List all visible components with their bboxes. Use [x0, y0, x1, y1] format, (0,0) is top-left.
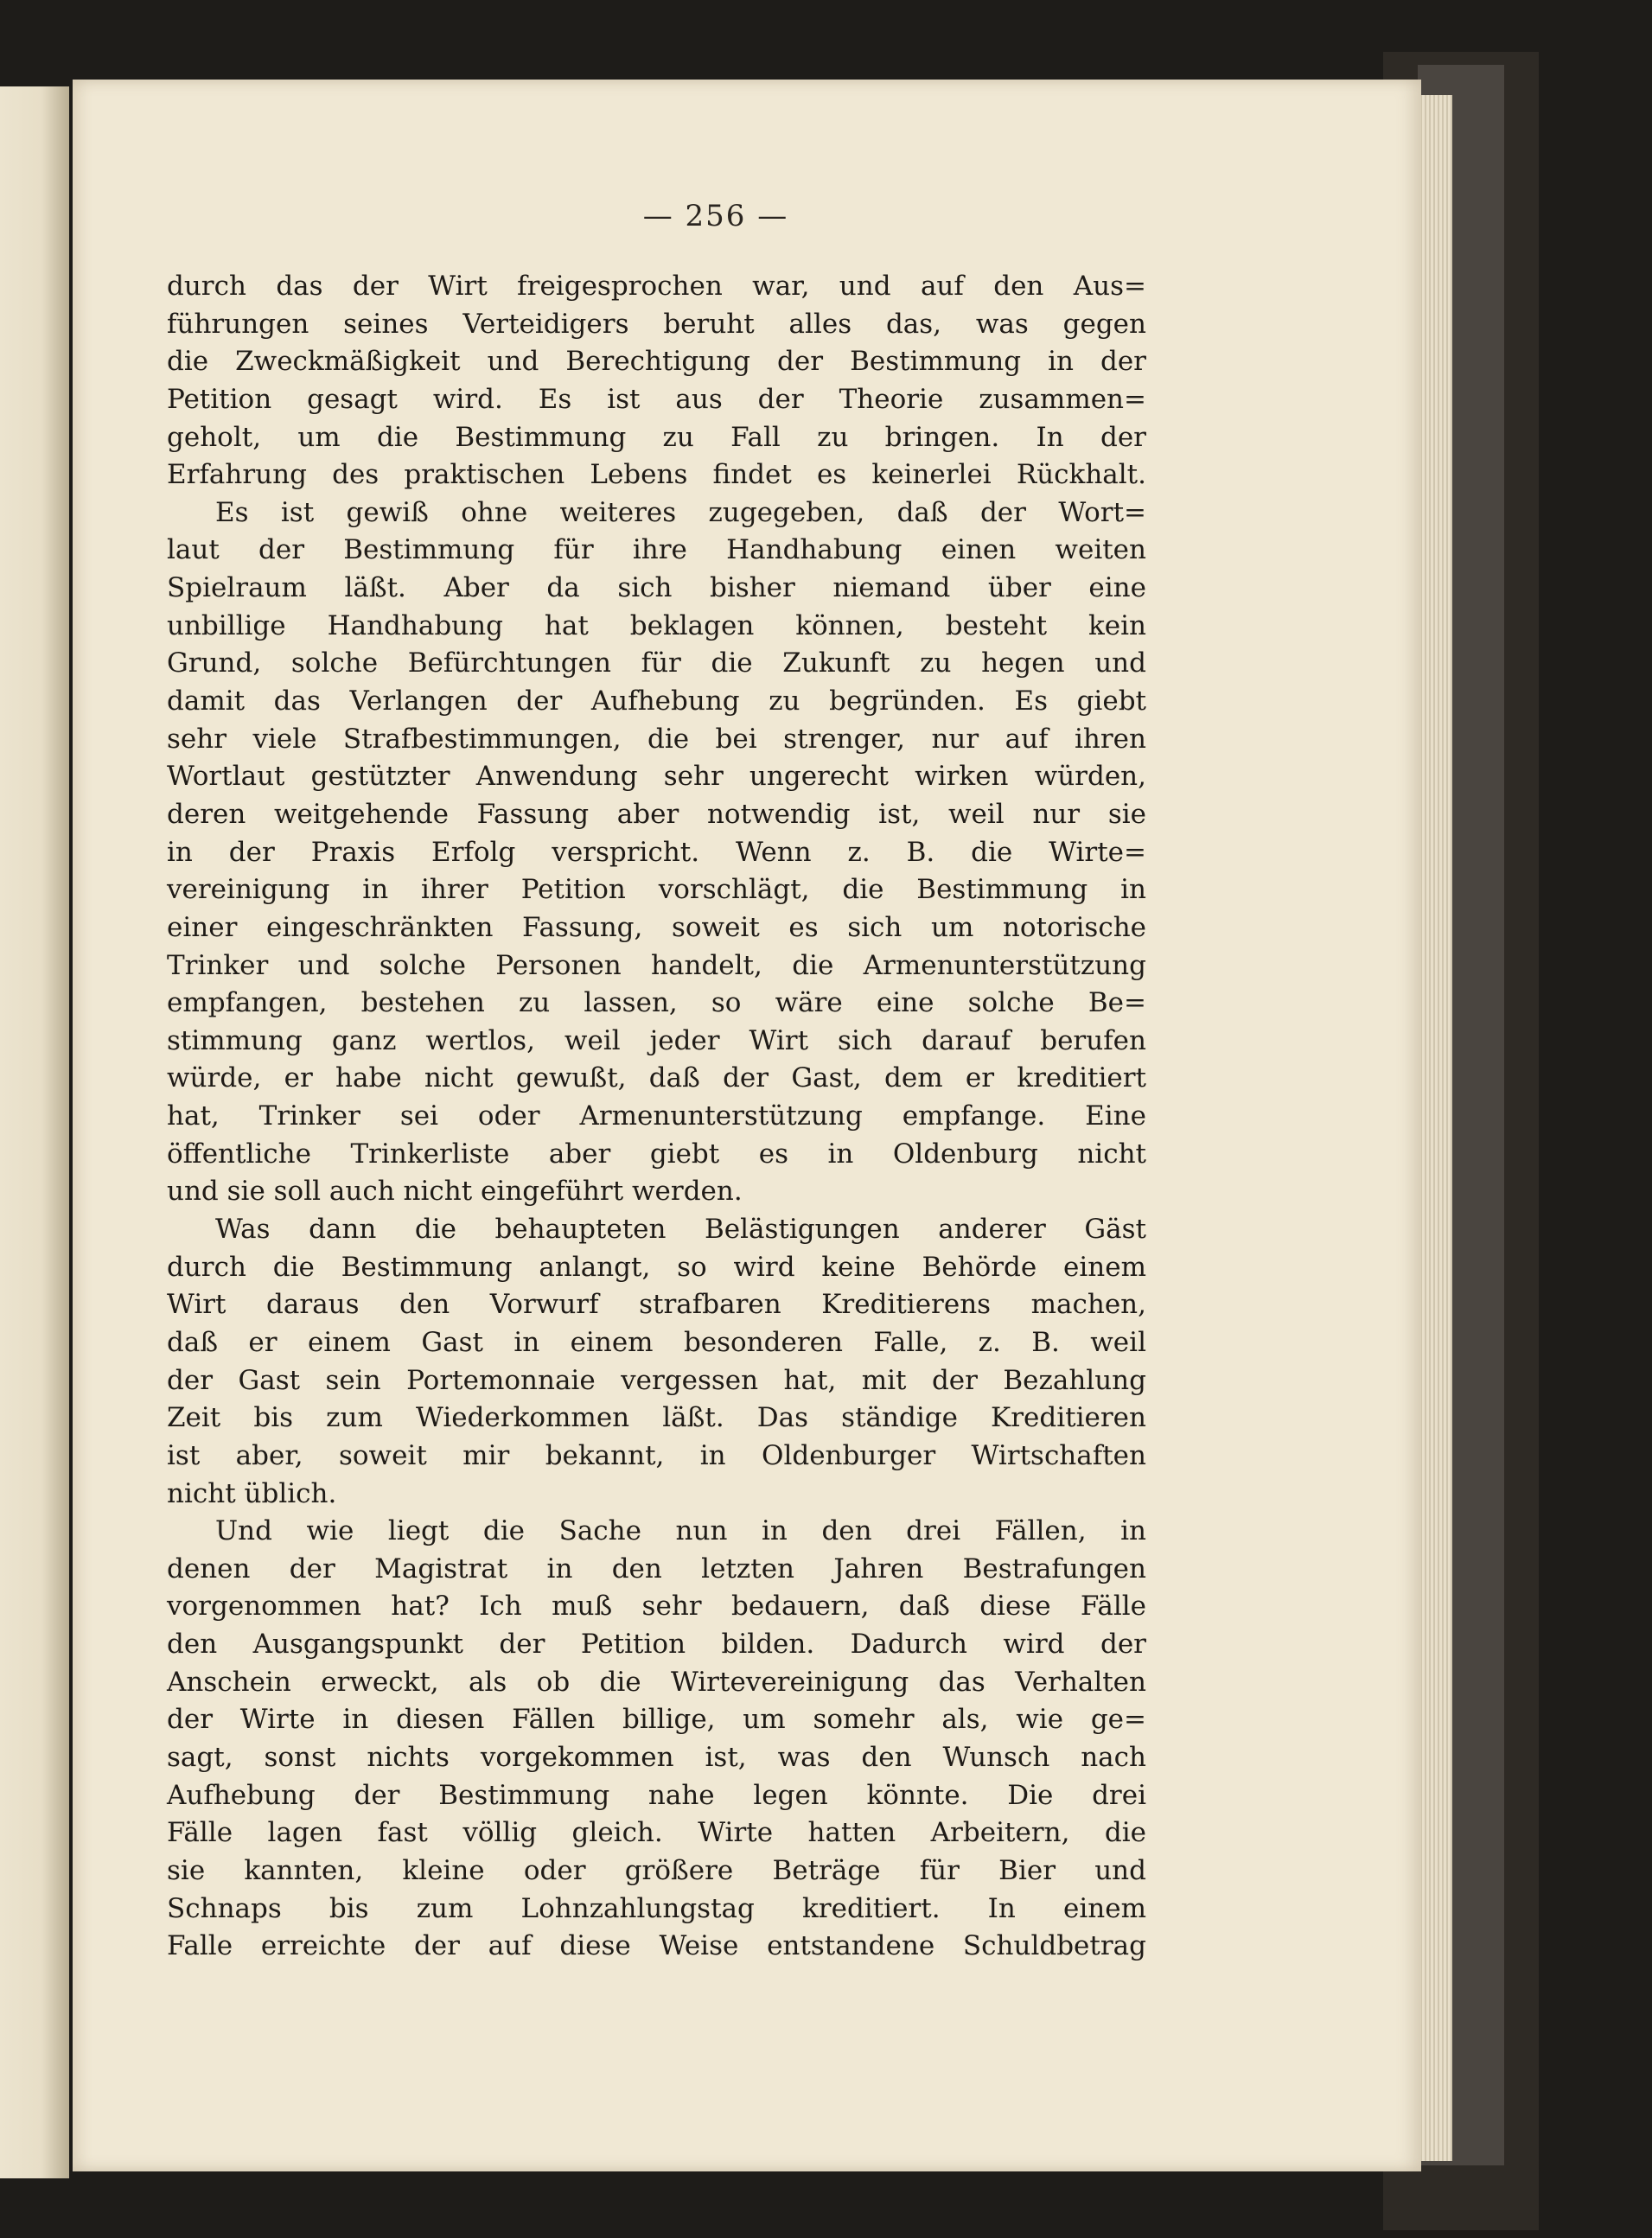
- text-line: sehr viele Strafbestimmungen, die bei strenger, nur auf ihren: [167, 723, 1146, 755]
- text-line: Fälle lagen fast völlig gleich. Wirte hatten Arbeitern, die: [167, 1817, 1146, 1849]
- text-line: vereinigung in ihrer Petition vorschlägt, die Bestimmung in: [167, 874, 1146, 906]
- text-line: Was dann die behaupteten Belästigungen anderer Gäst: [215, 1214, 1146, 1246]
- text-line: einer eingeschränkten Fassung, soweit es sich um notorische: [167, 911, 1146, 943]
- text-line: laut der Bestimmung für ihre Handhabung einen weiten: [167, 534, 1146, 566]
- text-line: die Zweckmäßigkeit und Berechtigung der Bestimmung in der: [167, 346, 1146, 378]
- book-page: [73, 80, 1421, 2171]
- text-line: damit das Verlangen der Aufhebung zu begründen. Es giebt: [167, 685, 1146, 717]
- text-line: Petition gesagt wird. Es ist aus der Theorie zusammen=: [167, 383, 1146, 415]
- text-line: der Wirte in diesen Fällen billige, um somehr als, wie ge=: [167, 1704, 1146, 1736]
- text-line: hat, Trinker sei oder Armenunterstützung empfange. Eine: [167, 1100, 1146, 1132]
- text-line: der Gast sein Portemonnaie vergessen hat, mit der Bezahlung: [167, 1364, 1146, 1396]
- paragraph: [167, 1513, 1146, 1966]
- body-text: [167, 268, 1146, 1966]
- text-line: Wortlaut gestützter Anwendung sehr ungerecht wirken würden,: [167, 761, 1146, 793]
- text-line: ist aber, soweit mir bekannt, in Oldenburger Wirtschaften: [167, 1439, 1146, 1471]
- text-line: Erfahrung des praktischen Lebens findet es keinerlei Rückhalt.: [167, 459, 1146, 491]
- facing-page-edge: [0, 86, 69, 2178]
- text-line: in der Praxis Erfolg verspricht. Wenn z. B. die Wirte=: [167, 836, 1146, 868]
- text-line: stimmung ganz wertlos, weil jeder Wirt sich darauf berufen: [167, 1024, 1146, 1056]
- text-line: den Ausgangspunkt der Petition bilden. Dadurch wird der: [167, 1629, 1146, 1661]
- text-line: öffentliche Trinkerliste aber giebt es in Oldenburg nicht: [167, 1138, 1146, 1170]
- paragraph: [167, 1211, 1146, 1513]
- text-line: geholt, um die Bestimmung zu Fall zu bringen. In der: [167, 421, 1146, 453]
- paragraph: [167, 268, 1146, 494]
- text-line: führungen seines Verteidigers beruht alles das, was gegen: [167, 308, 1146, 340]
- text-line: Wirt daraus den Vorwurf strafbaren Kreditierens machen,: [167, 1289, 1146, 1321]
- text-line: Spielraum läßt. Aber da sich bisher niemand über eine: [167, 572, 1146, 604]
- text-line: durch die Bestimmung anlangt, so wird keine Behörde einem: [167, 1251, 1146, 1283]
- text-line: deren weitgehende Fassung aber notwendig ist, weil nur sie: [167, 798, 1146, 830]
- page-number: — 256 —: [642, 199, 789, 233]
- text-line: Und wie liegt die Sache nun in den drei Fällen, in: [215, 1515, 1146, 1547]
- text-line: sie kannten, kleine oder größere Beträge für Bier und: [167, 1854, 1146, 1886]
- text-line: würde, er habe nicht gewußt, daß der Gast, dem er kreditiert: [167, 1062, 1146, 1094]
- text-line: Schnaps bis zum Lohnzahlungstag kreditiert. In einem: [167, 1892, 1146, 1924]
- text-line: durch das der Wirt freigesprochen war, und auf den Aus=: [167, 271, 1146, 302]
- text-line: Es ist gewiß ohne weiteres zugegeben, daß der Wort=: [215, 496, 1146, 528]
- text-line: denen der Magistrat in den letzten Jahren Bestrafungen: [167, 1553, 1146, 1584]
- text-line: unbillige Handhabung hat beklagen können, besteht kein: [167, 609, 1146, 641]
- text-line: Trinker und solche Personen handelt, die Armenunterstützung: [167, 949, 1146, 981]
- text-line: Falle erreichte der auf diese Weise entstandene Schuldbetrag: [167, 1930, 1146, 1962]
- text-line: nicht üblich.: [167, 1477, 337, 1509]
- text-line: Aufhebung der Bestimmung nahe legen könnte. Die drei: [167, 1779, 1146, 1811]
- text-line: empfangen, bestehen zu lassen, so wäre eine solche Be=: [167, 987, 1146, 1019]
- text-line: vorgenommen hat? Ich muß sehr bedauern, daß diese Fälle: [167, 1591, 1146, 1623]
- text-line: und sie soll auch nicht eingeführt werden.: [167, 1176, 743, 1208]
- text-line: Zeit bis zum Wiederkommen läßt. Das ständige Kreditieren: [167, 1402, 1146, 1434]
- text-line: sagt, sonst nichts vorgekommen ist, was den Wunsch nach: [167, 1741, 1146, 1773]
- text-line: daß er einem Gast in einem besonderen Falle, z. B. weil: [167, 1326, 1146, 1358]
- text-line: Anschein erweckt, als ob die Wirtevereinigung das Verhalten: [167, 1666, 1146, 1698]
- text-line: Grund, solche Befürchtungen für die Zukunft zu hegen und: [167, 647, 1146, 679]
- paragraph: [167, 494, 1146, 1211]
